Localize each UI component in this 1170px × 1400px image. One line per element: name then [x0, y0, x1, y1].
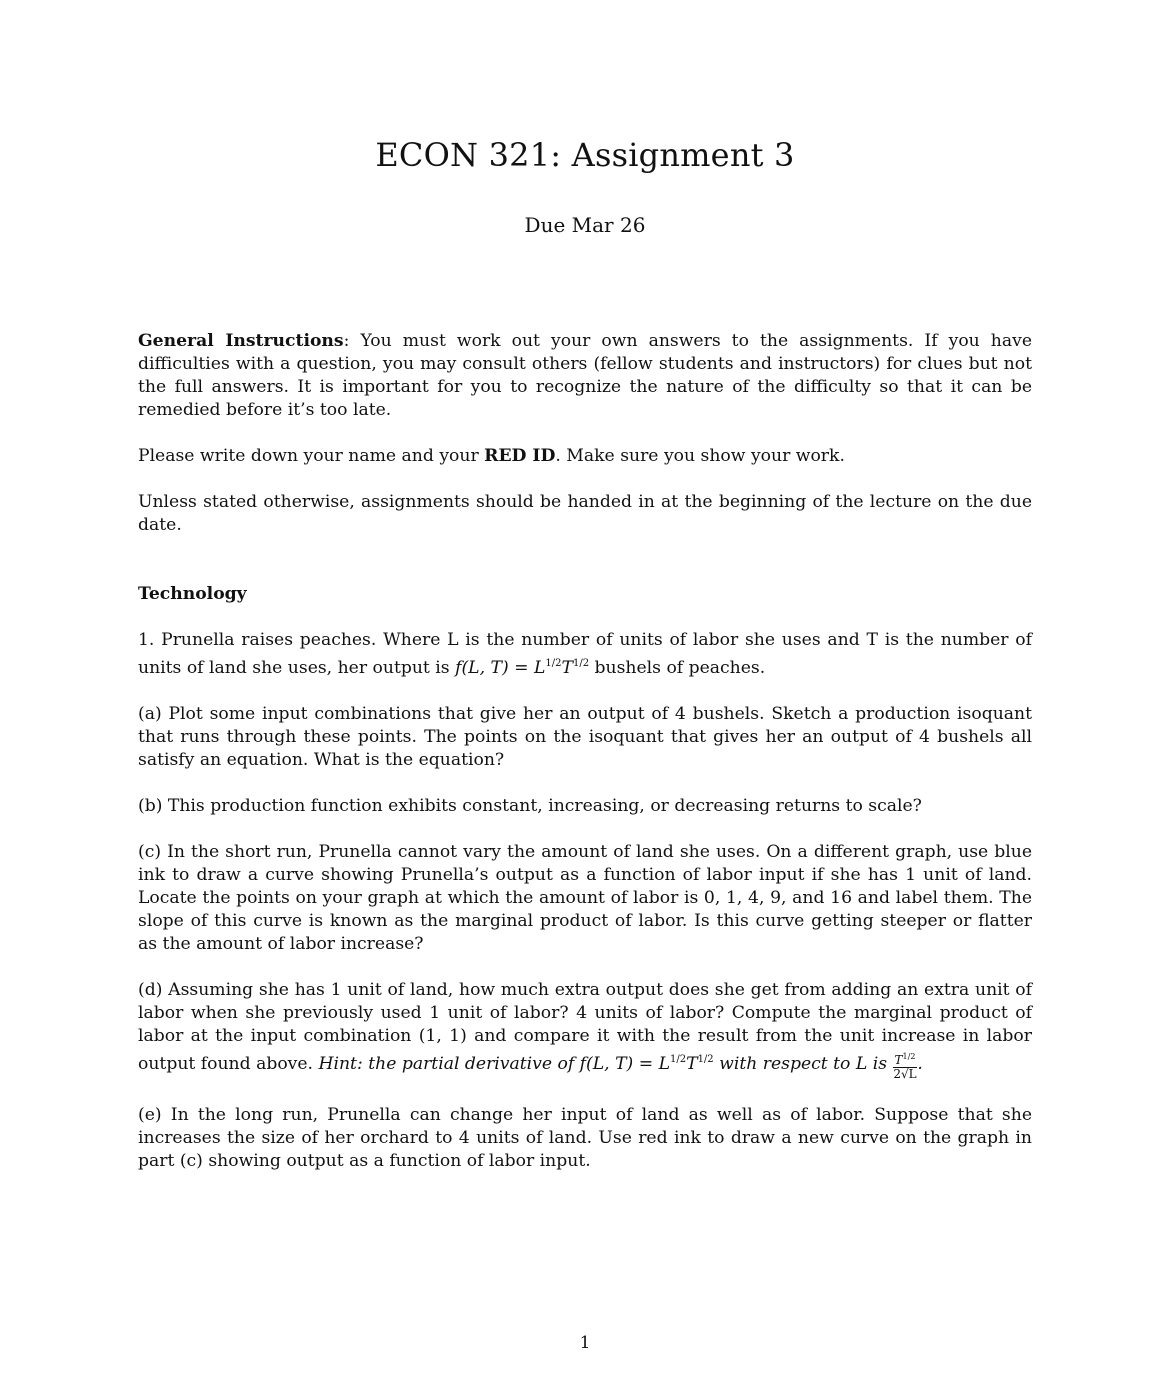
handin-instruction: Unless stated otherwise, assignments should be handed in at the beginning of the lecture on the due date.: [138, 492, 1032, 535]
formula-lhs: f(L, T) = L: [455, 658, 546, 678]
hint-exponent-t: 1/2: [697, 1054, 714, 1065]
fraction-numerator: [893, 1050, 918, 1068]
question-1e: (e) In the long run, Prunella can change her input of land as well as of labor. Suppose that she increases the size of her orchard to 4 units of land. Use red ink to draw a new curve on the graph in part (c) showing output as a function of labor input.: [138, 1105, 1032, 1171]
question-1c: (c) In the short run, Prunella cannot vary the amount of land she uses. On a different graph, use blue ink to draw a curve showing Prunella’s output as a function of labor input if she has 1 unit of land. Locate the points on your graph at which the amount of labor is 0, 1, 4, 9, and 16 and label them. The slope of this curve is known as the marginal product of labor. Is this curve getting steeper or flatter as the amount of labor increase?: [138, 842, 1032, 954]
formula-t: T: [561, 658, 573, 678]
hint-formula-t: T: [686, 1054, 698, 1074]
hint: Hint: the partial derivative of f(L, $T) = L^{1/2}T^{1/2}$ with respect to L is $\frac{T^{1/2}}{2√L}$ .: [318, 1052, 923, 1081]
q1-intro-pre: 1. Prunella raises peaches. Where L is the number of units of labor she uses and T is the number of units of land she uses, her output is: [138, 630, 1032, 678]
q1d-text: (d) Assuming she has 1 unit of land, how much extra output does she get from adding an extra unit of labor when she previously used 1 unit of labor? 4 units of labor? Compute the marginal product of labor at the input combination (1, 1) and compare it with the result from the unit increase in labor output found above.: [138, 980, 1032, 1074]
page-number: 1: [579, 1333, 591, 1353]
general-instructions: [138, 330, 1032, 422]
hint-mid: with respect to L is: [713, 1054, 893, 1074]
instructions-text: : You must work out your own answers to the assignments. If you have difficulties with a question, you may consult others (fellow students and instructors) for clues but not the full answers. It is important for you to recognize the nature of the difficulty so that it can be remedied before it’s too late.: [138, 331, 1032, 420]
q1-intro-post: bushels of peaches.: [589, 658, 766, 678]
name-instruction-post: . Make sure you show your work.: [555, 446, 845, 466]
hint-formula-lhs: f(L, T) = L: [579, 1054, 670, 1074]
hint-exponent-l: 1/2: [670, 1054, 687, 1065]
derivative-fraction: [893, 1050, 918, 1081]
numerator-exponent: 1/2: [902, 1052, 916, 1061]
name-instruction: [138, 445, 1032, 468]
question-1a: (a) Plot some input combinations that give her an output of 4 bushels. Sketch a production isoquant that runs through these points. The points on the isoquant that gives her an output of 4 bushels all satisfy an equation. What is the equation?: [138, 704, 1032, 770]
red-id-label: RED ID: [484, 446, 556, 466]
production-function: [455, 658, 589, 678]
name-instruction-pre: Please write down your name and your: [138, 446, 485, 466]
hint-pre: Hint: the partial derivative of: [318, 1054, 580, 1074]
question-1b: (b) This production function exhibits constant, increasing, or decreasing returns to scale?: [138, 796, 922, 816]
exponent-l: 1/2: [545, 658, 562, 669]
instructions-label: General Instructions: [138, 331, 344, 351]
numerator-t: T: [894, 1053, 903, 1067]
hint-formula: [580, 1054, 714, 1074]
document-title: ECON 321: Assignment 3: [375, 136, 795, 174]
question-1-intro: [138, 629, 1032, 680]
section-title: Technology: [138, 584, 247, 604]
question-1d: [138, 979, 1032, 1081]
document-body: [138, 330, 1032, 1173]
fraction-denominator: 2√L: [893, 1067, 917, 1081]
due-date: Due Mar 26: [524, 213, 646, 237]
section-heading: [138, 583, 1032, 606]
exponent-t: 1/2: [572, 658, 590, 669]
